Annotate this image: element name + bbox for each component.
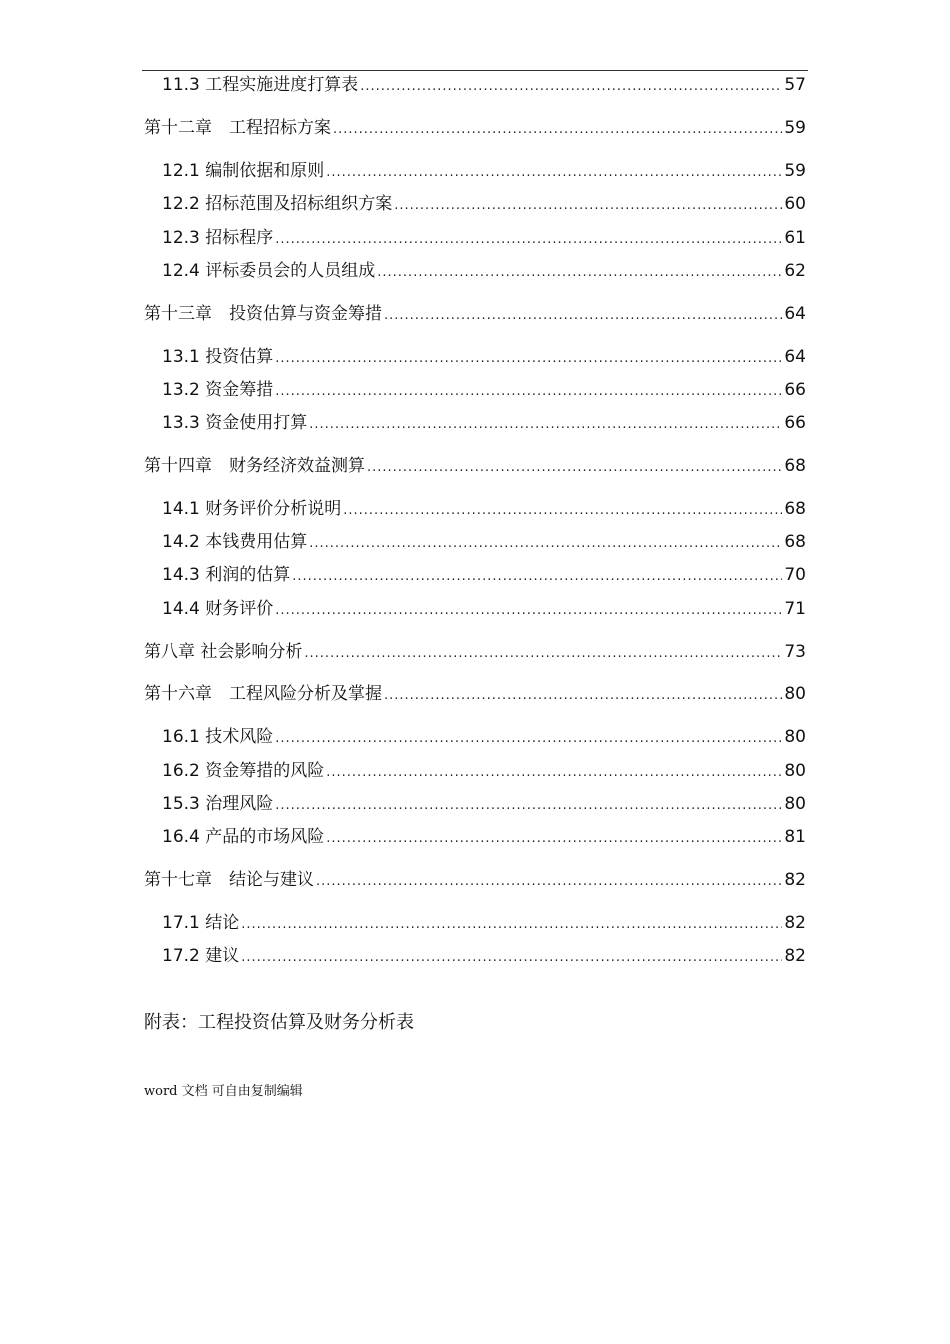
toc-entry-17-2 [162,944,806,970]
toc-entry-page: 81 [784,827,806,847]
toc-dot-leader [343,499,782,523]
toc-entry-label: 第十四章 财务经济效益测算 [144,456,365,476]
toc-entry-label: 14.1 财务评价分析说明 [162,499,342,519]
toc-entry-label: 12.1 编制依据和原则 [162,161,325,181]
toc-entry-label: 16.1 技术风险 [162,727,274,747]
toc-entry-page: 80 [784,761,806,781]
toc-entry-page: 62 [784,261,806,281]
toc-dot-leader [241,913,782,937]
toc-entry-page: 80 [784,794,806,814]
toc-entry-page: 61 [784,228,806,248]
toc-entry-label: 16.4 产品的市场风险 [162,827,325,847]
toc-entry-chapter-8 [144,640,806,666]
toc-entry-page: 66 [784,380,806,400]
toc-dot-leader [304,642,782,666]
toc-entry-page: 59 [784,118,806,138]
toc-entry-page: 60 [784,194,806,214]
toc-dot-leader [275,347,782,371]
toc-entry-label: 14.3 利润的估算 [162,565,291,585]
toc-dot-leader [384,304,782,328]
toc-entry-12-3 [162,226,806,252]
appendix-title: 附表：工程投资估算及财务分析表 [144,1012,414,1033]
toc-entry-17-1 [162,911,806,937]
toc-dot-leader [275,727,782,751]
toc-dot-leader [367,456,782,480]
toc-entry-label: 12.3 招标程序 [162,228,274,248]
toc-entry-chapter-12 [144,116,806,142]
toc-entry-label: 13.3 资金使用打算 [162,413,308,433]
toc-dot-leader [292,565,782,589]
toc-dot-leader [309,532,782,556]
toc-entry-12-4 [162,259,806,285]
toc-entry-page: 80 [784,684,806,704]
toc-entry-14-3 [162,563,806,589]
header-rule [142,70,808,71]
toc-entry-page: 68 [784,532,806,552]
toc-entry-page: 64 [784,304,806,324]
toc-entry-chapter-13 [144,302,806,328]
toc-entry-label: 17.2 建议 [162,946,240,966]
toc-entry-page: 71 [784,599,806,619]
toc-entry-14-2 [162,530,806,556]
toc-entry-page: 57 [784,75,806,95]
toc-dot-leader [309,413,782,437]
toc-entry-11-3 [162,73,806,99]
toc-dot-leader [275,380,782,404]
toc-entry-label: 12.4 评标委员会的人员组成 [162,261,376,281]
toc-entry-label: 14.2 本钱费用估算 [162,532,308,552]
toc-entry-label: 第十三章 投资估算与资金筹措 [144,304,382,324]
toc-dot-leader [360,75,782,99]
toc-entry-16-4 [162,825,806,851]
toc-dot-leader [326,761,782,785]
toc-entry-page: 82 [784,870,806,890]
toc-entry-label: 第十二章 工程招标方案 [144,118,331,138]
toc-entry-16-1 [162,725,806,751]
toc-dot-leader [377,261,782,285]
toc-dot-leader [333,118,782,142]
toc-dot-leader [275,794,782,818]
toc-entry-15-3 [162,792,806,818]
toc-entry-label: 11.3 工程实施进度打算表 [162,75,359,95]
toc-dot-leader [241,946,782,970]
toc-entry-chapter-17 [144,868,806,894]
toc-entry-label: 13.2 资金筹措 [162,380,274,400]
toc-entry-12-1 [162,159,806,185]
toc-entry-12-2 [162,192,806,218]
toc-entry-label: 14.4 财务评价 [162,599,274,619]
toc-dot-leader [275,228,782,252]
toc-entry-label: 17.1 结论 [162,913,240,933]
toc-entry-label: 16.2 资金筹措的风险 [162,761,325,781]
toc-entry-label: 第十七章 结论与建议 [144,870,314,890]
toc-entry-page: 70 [784,565,806,585]
toc-entry-label: 12.2 招标范围及招标组织方案 [162,194,393,214]
toc-entry-page: 73 [784,642,806,662]
toc-entry-13-1 [162,345,806,371]
toc-entry-page: 59 [784,161,806,181]
toc-dot-leader [326,827,782,851]
toc-entry-14-1 [162,497,806,523]
toc-entry-14-4 [162,597,806,623]
toc-dot-leader [384,684,782,708]
toc-entry-13-3 [162,411,806,437]
toc-entry-13-2 [162,378,806,404]
toc-entry-page: 64 [784,347,806,367]
footer-note: word 文档 可自由复制编辑 [144,1084,303,1099]
toc-entry-page: 66 [784,413,806,433]
toc-entry-label: 第八章 社会影响分析 [144,642,303,662]
toc-entry-page: 80 [784,727,806,747]
toc-entry-chapter-16 [144,682,806,708]
toc-entry-page: 68 [784,499,806,519]
toc-dot-leader [275,599,782,623]
toc-entry-page: 68 [784,456,806,476]
toc-entry-label: 第十六章 工程风险分析及掌握 [144,684,382,704]
toc-dot-leader [394,194,782,218]
toc-entry-page: 82 [784,913,806,933]
toc-dot-leader [326,161,782,185]
toc-entry-label: 13.1 投资估算 [162,347,274,367]
toc-dot-leader [316,870,782,894]
toc-entry-page: 82 [784,946,806,966]
toc-entry-label: 15.3 治理风险 [162,794,274,814]
toc-entry-chapter-14 [144,454,806,480]
toc-entry-16-2 [162,759,806,785]
